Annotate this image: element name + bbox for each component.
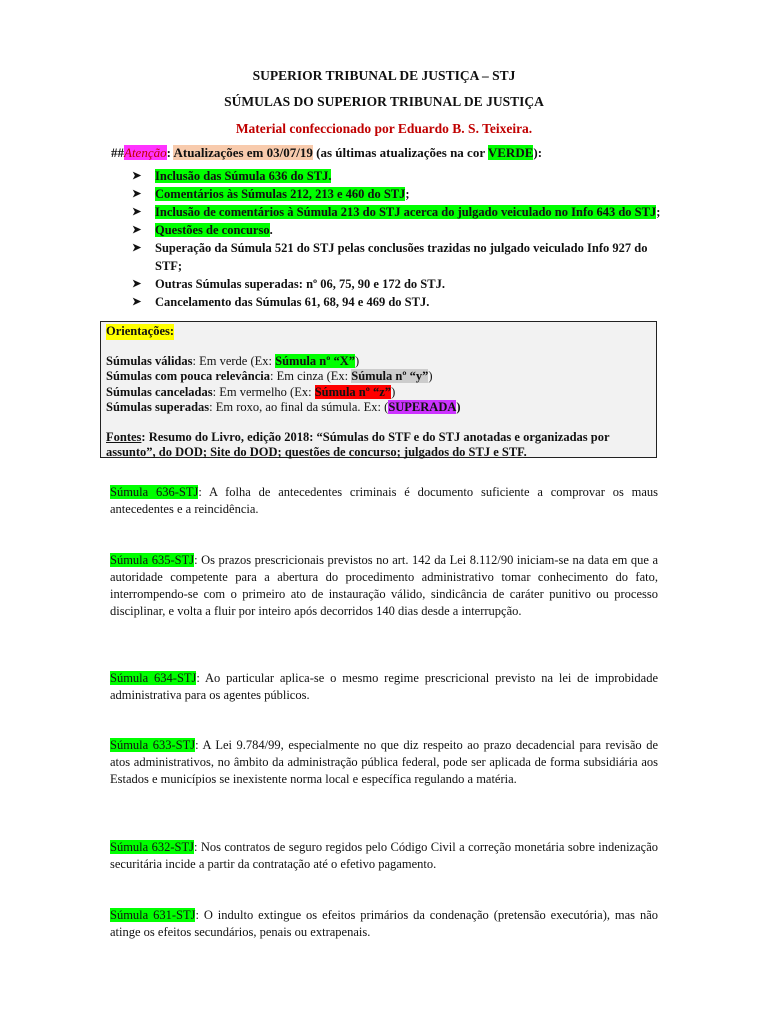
legend-cancelled: Súmulas canceladas: Em vermelho (Ex: Súmula nº “z”) [106,384,396,399]
list-item [132,294,662,312]
arrow-bullet-icon: ➤ [132,277,142,290]
arrow-bullet-icon: ➤ [132,206,142,218]
list-item [132,276,662,294]
orientations-box [100,321,657,458]
sumula-tag: Súmula 634-STJ [110,671,197,685]
list-item: ➤ Questões de concurso. [132,222,662,240]
sumula-634 [110,670,658,704]
sumula-text: : Ao particular aplica-se o mesmo regime prescricional previsto na lei de improbidade administrativa para os agentes públicos. [110,671,658,702]
updates-color: VERDE [487,145,534,160]
author-line: Material confeccionado por Eduardo B. S. Teixeira. [235,121,533,136]
sumula-tag: Súmula 631-STJ [110,908,196,922]
list-item-text: Comentários às Súmulas 212, 213 e 460 do STJ [155,187,406,201]
sumula-tag: Súmula 636-STJ [110,485,199,499]
list-item-text: Inclusão de comentários à Súmula 213 do STJ acerca do julgado veiculado no Info 643 do STJ [155,205,657,219]
sumula-tag: Súmula 635-STJ [110,553,195,567]
attention-line [111,145,542,161]
updates-list [132,168,662,312]
sumula-635 [110,552,658,620]
list-item-text: Outras Súmulas superadas: nº 06, 75, 90 e 172 do STJ. [155,276,445,291]
legend-superseded-example: SUPERADA [388,400,457,414]
list-item: ➤ Comentários às Súmulas 212, 213 e 460 do STJ; [132,186,662,204]
sumula-636 [110,484,658,518]
document-title: SÚMULAS DO SUPERIOR TRIBUNAL DE JUSTIÇA [224,94,544,109]
sumula-text: : A folha de antecedentes criminais é documento suficiente a comprovar os maus antecedentes e a reincidência. [110,485,659,516]
sumula-632 [110,839,658,873]
arrow-bullet-icon: ➤ [132,295,142,308]
sumula-631 [110,907,658,941]
updates-note: (as últimas atualizações na cor [312,145,488,160]
arrow-bullet-icon: ➤ [132,170,142,182]
attention-prefix: ## [111,145,124,160]
updates-note-end: ): [533,145,543,160]
orientations-header: Orientações: [106,324,175,338]
legend-valid-example: Súmula nº “X” [275,353,355,368]
sumula-text: : Os prazos prescricionais previstos no art. 142 da Lei 8.112/90 iniciam-se na data em que a autoridade competente para a abertura do procedimento administrativo tomar conhecimento do fato, interrompendo-se com o primeiro ato de instauração válido, sindicância de caráter punitivo ou processo disciplinar, e volta a fluir por inteiro após decorridos 140 dias desde a interrupção. [110,553,659,618]
attention-label: Atenção [124,145,167,160]
sources-note: Fontes: Resumo do Livro, edição 2018: “Súmulas do STF e do STJ anotadas e organizadas por assunto”, do DOD; Site do DOD; questões de concurso; julgados do STJ e STF. [106,429,610,459]
court-title: SUPERIOR TRIBUNAL DE JUSTIÇA – STJ [252,68,516,83]
list-item-text: Inclusão das Súmula 636 do STJ. [155,169,332,183]
legend-low-example: Súmula nº “y” [351,369,429,383]
updates-date: Atualizações em 03/07/19 [173,145,313,160]
sumula-633 [110,737,658,788]
legend-valid: Súmulas válidas: Em verde (Ex: Súmula nº “X”) [106,353,360,368]
list-item [132,168,662,186]
sumula-tag: Súmula 633-STJ [110,738,196,752]
sumula-text: : A Lei 9.784/99, especialmente no que diz respeito ao prazo decadencial para revisão de atos administrativos, no âmbito da administração pública federal, pode ser aplicada de forma subsidiária aos Estados e municípios se inexistente norma local e específica regulando a matéria. [110,738,658,786]
arrow-bullet-icon: ➤ [132,224,142,236]
list-item: ➤ Inclusão de comentários à Súmula 213 do STJ acerca do julgado veiculado no Info 643 do STJ; [132,204,662,222]
legend-low-relevance: Súmulas com pouca relevância: Em cinza (Ex: Súmula nº “y”) [106,369,433,383]
list-item-text: Cancelamento das Súmulas 61, 68, 94 e 469 do STJ. [155,294,430,309]
arrow-bullet-icon: ➤ [132,242,142,254]
list-item-text: Superação da Súmula 521 do STJ pelas conclusões trazidas no julgado veiculado Info 927 do STF; [155,241,648,273]
sumula-text: : O indulto extingue os efeitos primários da condenação (pretensão executória), mas não atinge os efeitos secundários, penais ou extrapenais. [110,908,658,939]
sumula-tag: Súmula 632-STJ [110,840,194,854]
list-item-text: Questões de concurso [155,223,270,237]
attention-colon: : [166,145,171,160]
legend-superseded: Súmulas superadas: Em roxo, ao final da súmula. Ex: (SUPERADA) [106,400,461,414]
list-item [132,240,662,275]
arrow-bullet-icon: ➤ [132,188,142,200]
sumula-text: : Nos contratos de seguro regidos pelo Código Civil a correção monetária sobre indenização securitária incide a partir da contratação até o efetivo pagamento. [110,840,658,871]
legend-cancelled-example: Súmula nº “z” [314,384,392,399]
